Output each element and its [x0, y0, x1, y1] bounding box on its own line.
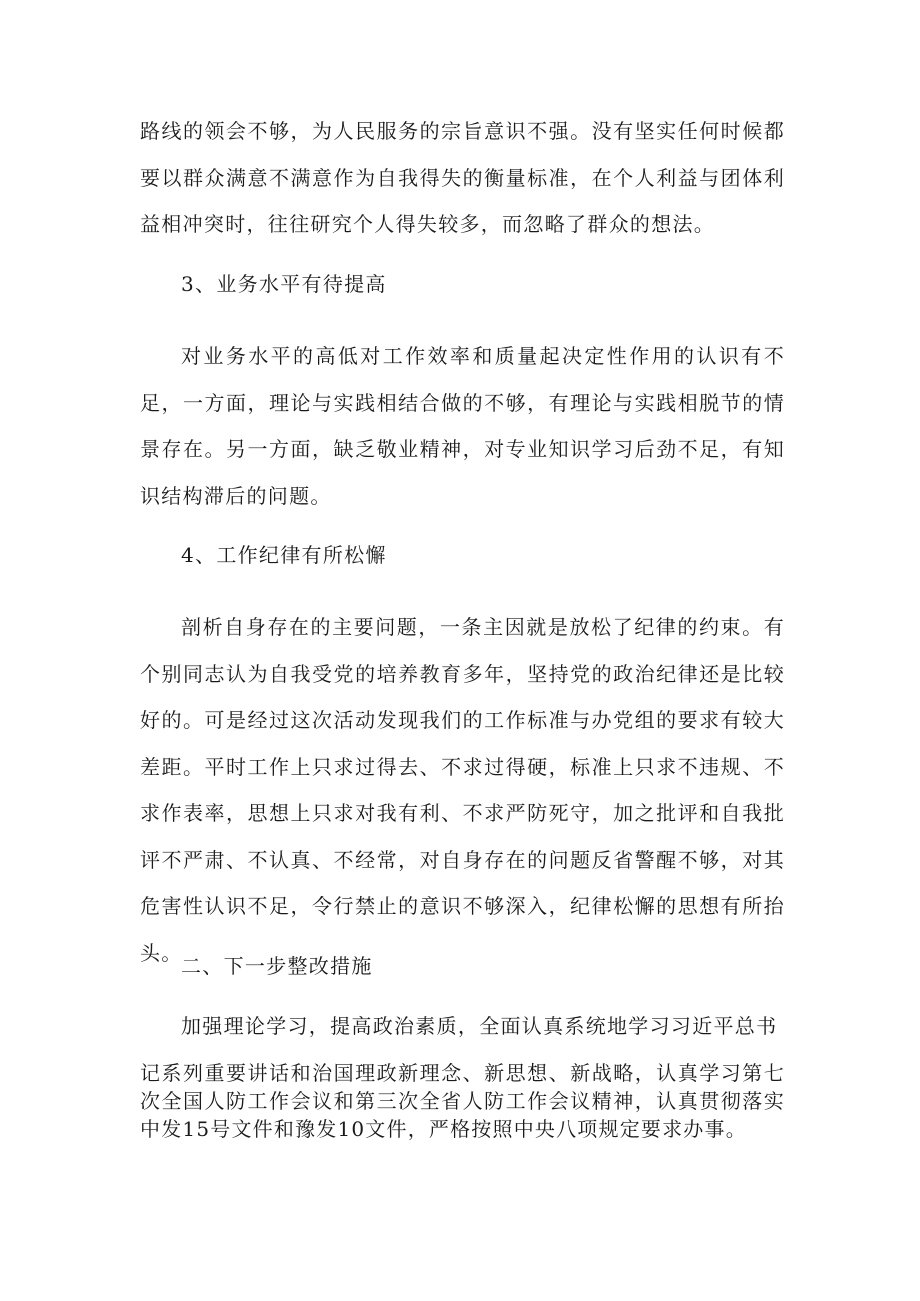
- paragraph-theory-study-first-line: 加强理论学习，提高政治素质，全面认真系统地学习习近平总书: [181, 1014, 778, 1038]
- paragraph-theory-study-rest: 记系列重要讲话和治国理政新理念、新思想、新战略，认真学习第七次全国人防工作会议和第三次全省人防工作会议精神，认真贯彻落实中发15号文件和豫发10文件，严格按照中央八项规定要求办事。: [140, 1061, 785, 1141]
- heading-rectification-measures: 二、下一步整改措施: [181, 954, 373, 978]
- paragraph-business-level: 对业务水平的高低对工作效率和质量起决定性作用的认识有不足，一方面，理论与实践相结合做的不够，有理论与实践相脱节的情景存在。另一方面，缺乏敬业精神，对专业知识学习后劲不足，有知识结构滞后的问题。: [140, 344, 785, 508]
- heading-work-discipline: 4、工作纪律有所松懈: [181, 543, 387, 567]
- heading-business-level: 3、业务水平有待提高: [181, 272, 387, 296]
- paragraph-continuation: 路线的领会不够，为人民服务的宗旨意识不强。没有坚实任何时候都要以群众满意不满意作为自我得失的衡量标准，在个人利益与团体利益相冲突时，往往研究个人得失较多，而忽略了群众的想法。: [140, 119, 785, 236]
- paragraph-work-discipline: 剖析自身存在的主要问题，一条主因就是放松了纪律的约束。有个别同志认为自我受党的培养教育多年，坚持党的政治纪律还是比较好的。可是经过这次活动发现我们的工作标准与办党组的要求有较大差距。平时工作上只求过得去、不求过得硬，标准上只求不违规、不求作表率，思想上只求对我有利、不求严防死守，加之批评和自我批评不严肃、不认真、不经常，对自身存在的问题反省警醒不够，对其危害性认识不足，令行禁止的意识不够深入，纪律松懈的思想有所抬头。: [140, 615, 785, 965]
